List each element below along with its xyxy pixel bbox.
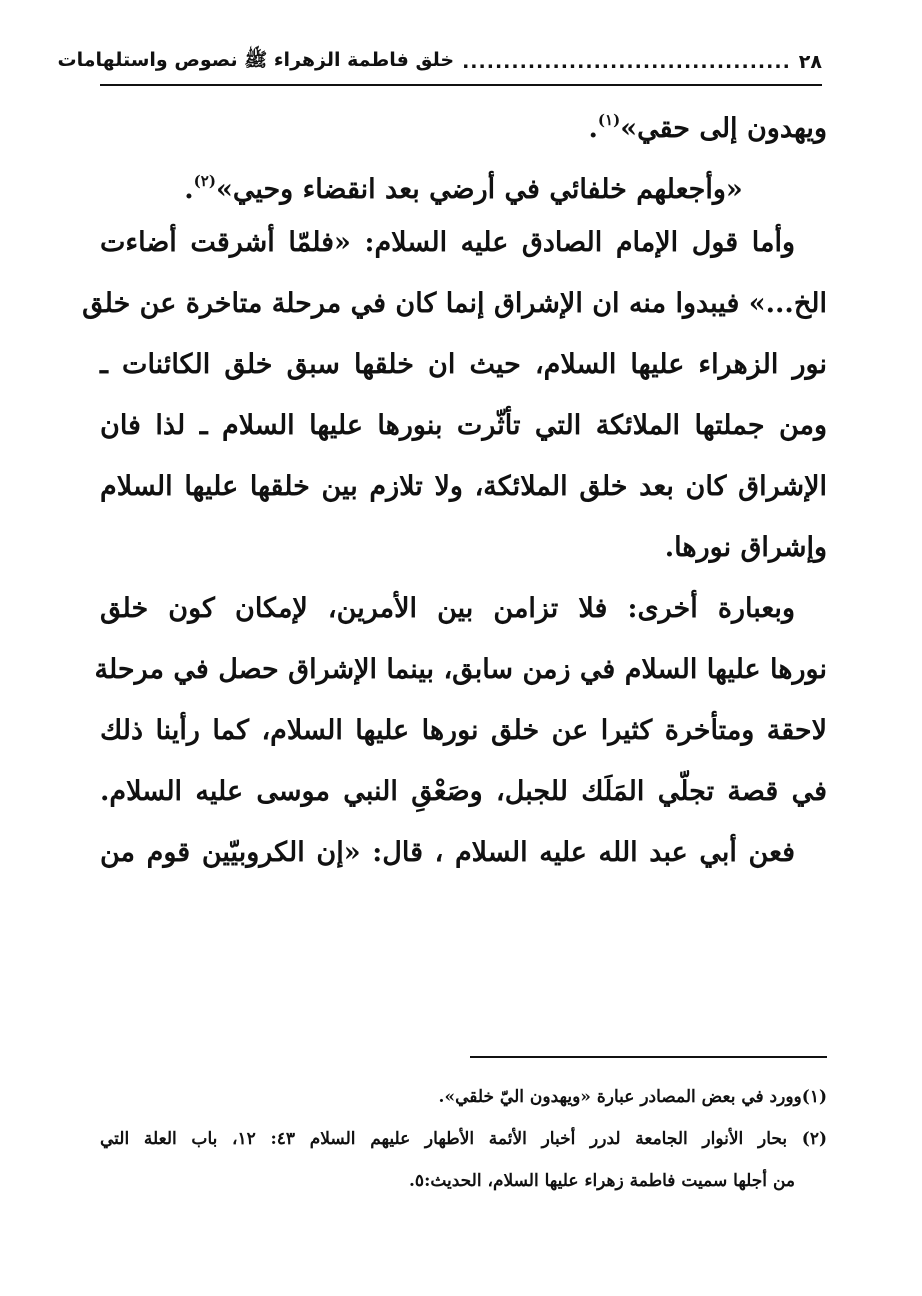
text-line: في قصة تجلّي المَلَك للجبل، وصَعْقِ النبي موسى عليه السلام. — [100, 776, 827, 807]
text-line: الإشراق كان بعد خلق الملائكة، ولا تلازم بين خلقها عليها السلام — [100, 471, 827, 502]
running-title: خلق فاطمة الزهراء ﷺ نصوص واستلهامات — [57, 49, 455, 71]
footnote-ref: (٢) — [193, 172, 216, 190]
text-line: الخ...» فيبدوا منه ان الإشراق إنما كان في مرحلة متاخرة عن خلق — [82, 288, 827, 319]
text-line: لاحقة ومتأخرة كثيرا عن خلق نورها عليها السلام، كما رأينا ذلك — [100, 715, 827, 746]
footnotes — [100, 1076, 827, 1202]
page-number: ٢٨ — [798, 51, 822, 73]
text-line: «وأجعلهم خلفائي في أرضي بعد انقضاء وحيي»$^{(٢)}$. — [184, 172, 743, 205]
footnote-1: (١)وورد في بعض المصادر عبارة «ويهدون اليّ خلقي». — [438, 1087, 827, 1107]
footnote-2: (٢) بحار الأنوار الجامعة لدرر أخبار الأئمة الأطهار عليهم السلام ٤٣: ١٢، باب العلة التي — [100, 1129, 827, 1149]
footnote-separator — [470, 1056, 827, 1058]
footnote-ref: (١) — [597, 111, 621, 129]
text-line: وإشراق نورها. — [664, 532, 827, 563]
header-leader-dots: ........................................ — [462, 51, 791, 73]
text-line: ومن جملتها الملائكة التي تأثّرت بنورها عليها السلام ـ لذا فان — [100, 410, 827, 441]
text-line: ويهدون إلى حقي»$^{(١)}$. — [588, 111, 827, 144]
text-line: وبعبارة أخرى: فلا تزامن بين الأمرين، لإمكان كون خلق — [100, 593, 795, 624]
footnote-2-continuation: من أجلها سميت فاطمة زهراء عليها السلام، الحديث:٥. — [409, 1171, 795, 1191]
text-line: فعن أبي عبد الله عليه السلام ، قال: «إن الكروبيّين قوم من — [100, 837, 795, 868]
body-text — [82, 90, 827, 883]
text-line: نور الزهراء عليها السلام، حيث ان خلقها سبق خلق الكائنات ـ — [100, 349, 827, 380]
text-line: نورها عليها السلام في زمن سابق، بينما الإشراق حصل في مرحلة — [94, 654, 827, 685]
running-header — [57, 40, 822, 86]
text-line: وأما قول الإمام الصادق عليه السلام: «فلمّا أشرقت أضاءت — [100, 227, 795, 258]
